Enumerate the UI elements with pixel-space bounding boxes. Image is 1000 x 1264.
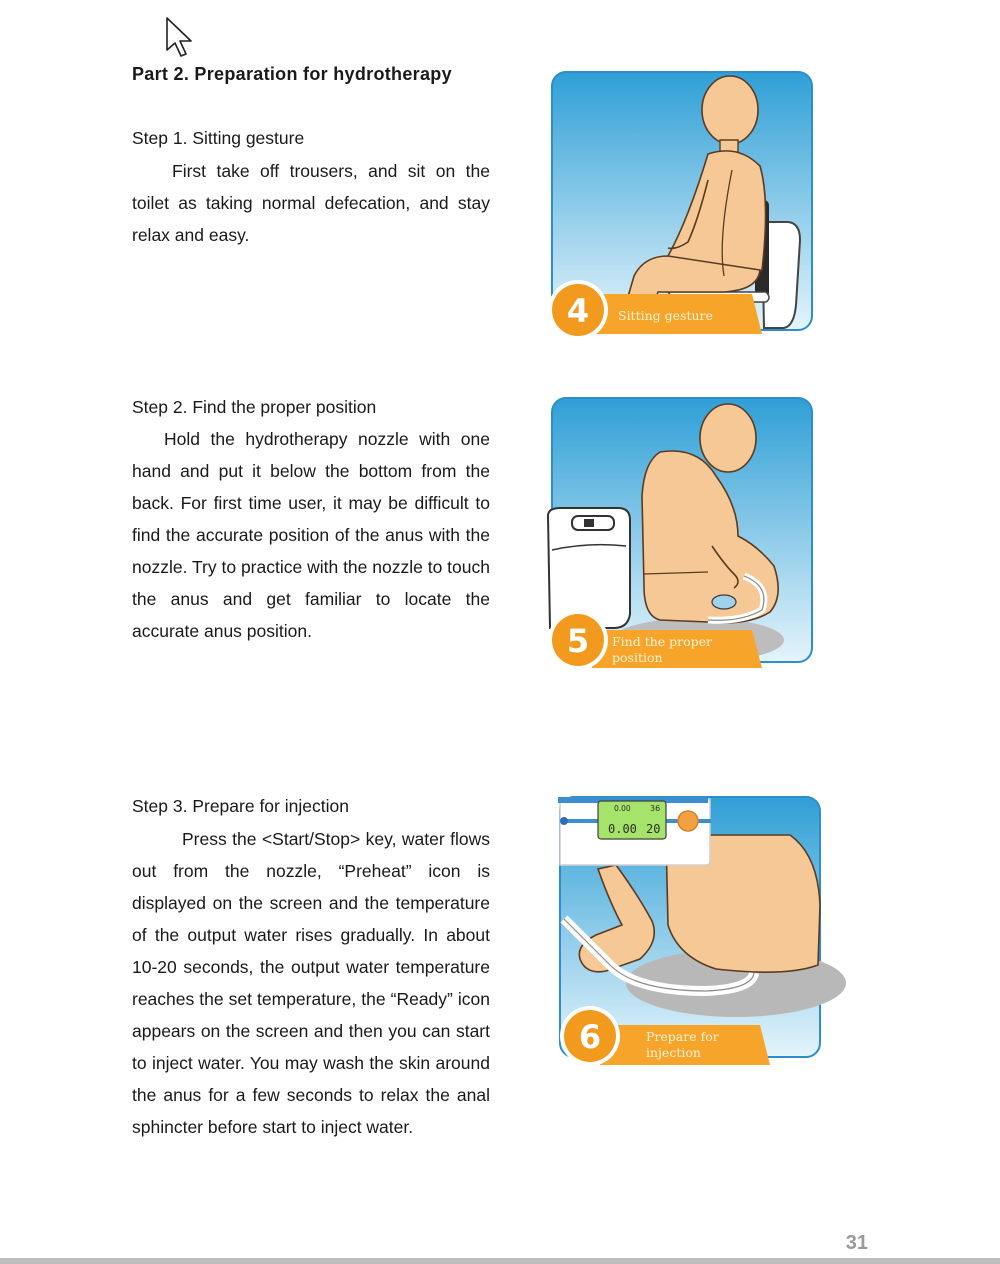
step-3-caption-line2: injection [646, 1045, 701, 1060]
illustration-prepare-injection [556, 795, 824, 1070]
step-1-badge: 4 [566, 292, 590, 330]
step-2-caption-line1: Find the proper [612, 634, 713, 649]
illustration-find-position [548, 396, 816, 671]
step-3-body: Press the <Start/Stop> key, water flows out from the nozzle, “Preheat” icon is displayed on the screen and the temperature of the output water rises gradually. In about 10-20 seconds, the output water temperature reaches the set temperature, the “Ready” icon appears on the screen and then you can start to inject water. You may wash the skin around the anus for a few seconds to relax the anal sphincter before start to inject water. [132, 829, 490, 1137]
bottom-divider [0, 1258, 1000, 1264]
step-3-title: Step 3. Prepare for injection [132, 796, 349, 816]
lcd-bottom-left-value: 0.00 [608, 822, 637, 836]
step-1-body: First take off trousers, and sit on the toilet as taking normal defecation, and stay relax and easy. [132, 161, 490, 245]
step-2-badge: 5 [566, 622, 590, 660]
page-number: 31 [845, 1232, 868, 1254]
lcd-bottom-right-value: 20 [646, 822, 661, 836]
step-1-title: Step 1. Sitting gesture [132, 128, 305, 148]
step-2-caption-line2: position [612, 650, 663, 665]
lcd-top-right-value: 36 [650, 804, 661, 813]
step-2-title: Step 2. Find the proper position [132, 397, 377, 417]
mouse-cursor-icon [164, 16, 196, 62]
step-2-body: Hold the hydrotherapy nozzle with one hand and put it below the bottom from the back. For first time user, it may be difficult to find the accurate position of the anus with the nozzle. Try to practice with the nozzle to touch the anus and get familiar to locate the accurate anus position. [132, 429, 490, 641]
page-title: Part 2. Preparation for hydrotherapy [132, 64, 452, 84]
step-3-caption-line1: Prepare for [646, 1029, 719, 1044]
lcd-top-left-value: 0.00 [614, 804, 631, 813]
step-3-badge: 6 [578, 1018, 602, 1056]
illustration-sitting-gesture [548, 70, 816, 338]
step-1-caption: Sitting gesture [618, 308, 713, 323]
